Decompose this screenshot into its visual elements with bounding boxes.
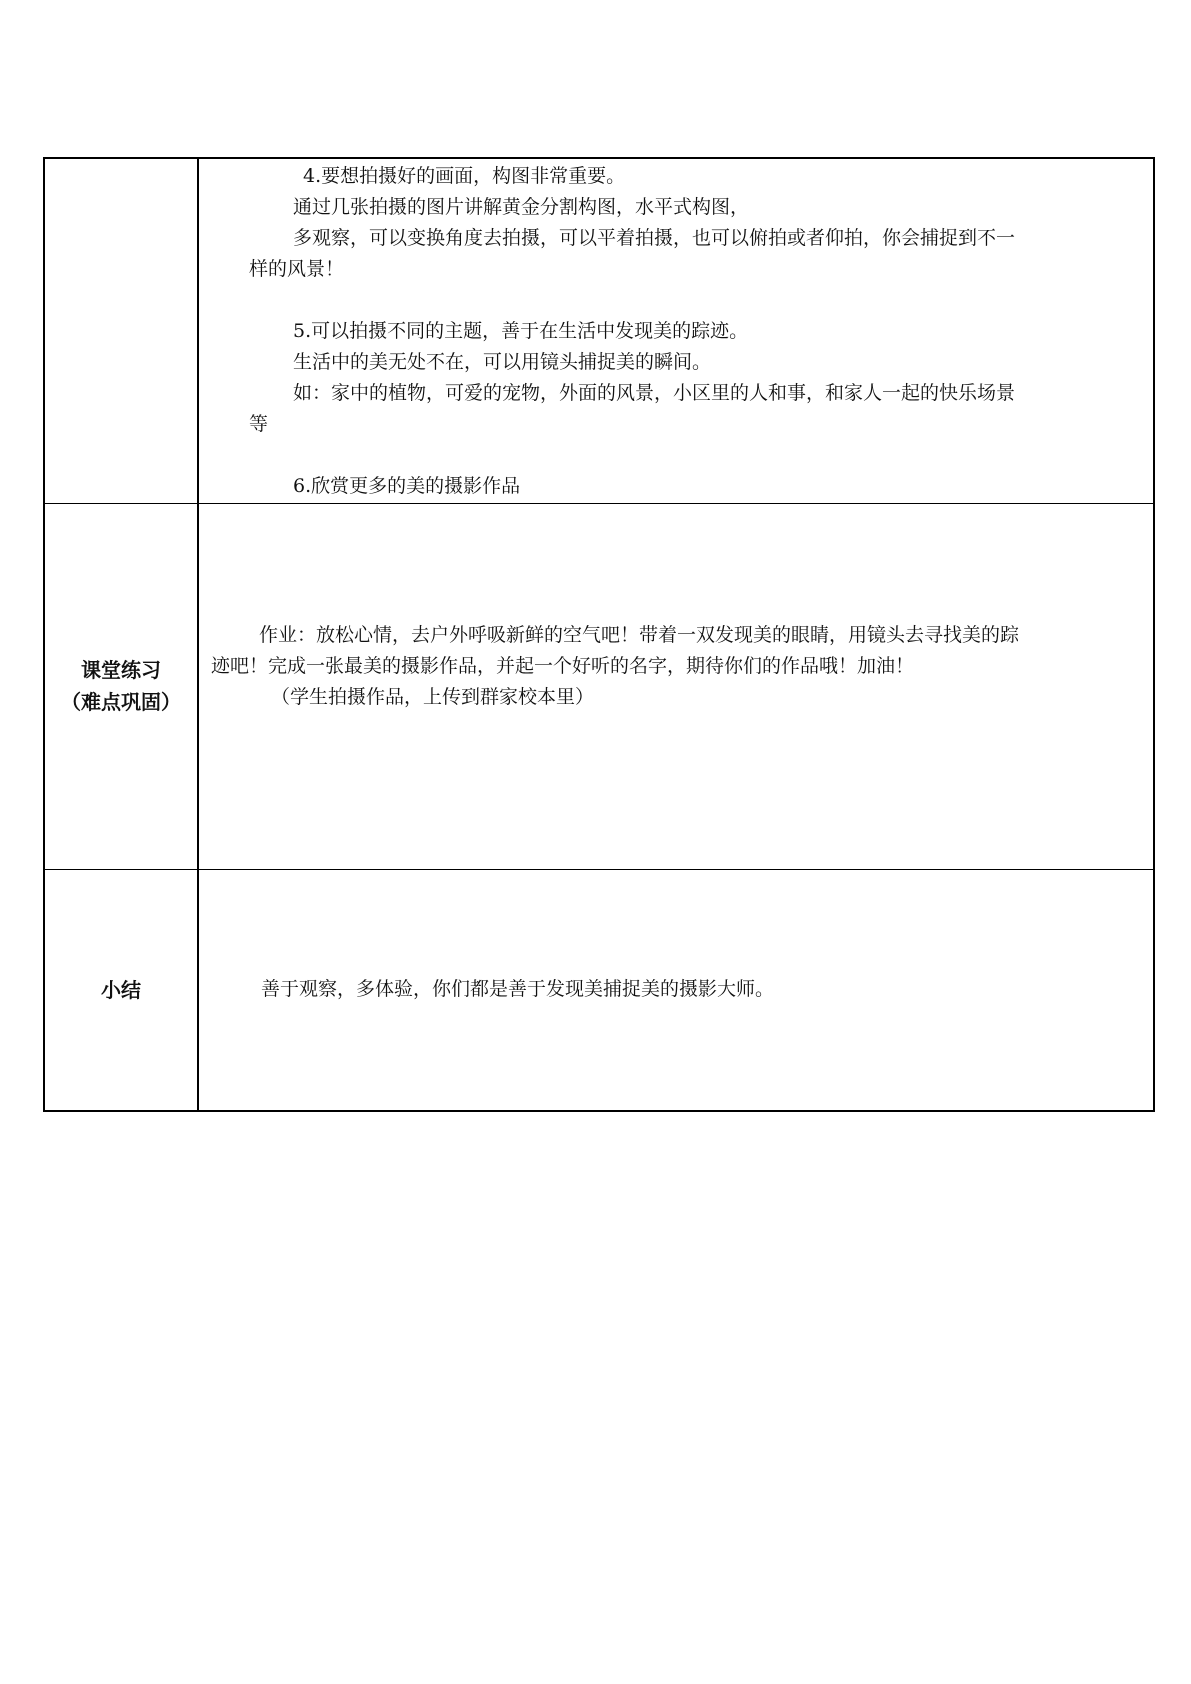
row-label-empty [44,158,198,503]
homework-note: （学生拍摄作品，上传到群家校本里） [271,685,595,708]
step-4-detail-2: 多观察，可以变换角度去拍摄，可以平着拍摄，也可以俯拍或者仰拍，你会捕捉到不一 [293,227,1016,249]
table-row [44,158,1154,503]
table-row [44,869,1154,1111]
homework-line-2: 迹吧！完成一张最美的摄影作品，并起一个好听的名字，期待你们的作品哦！加油！ [211,654,915,677]
table-row [44,503,1154,869]
step-6-heading: 6.欣赏更多的美的摄影作品 [293,475,521,497]
row-label-summary: 小结 [44,869,198,1111]
content-cell-homework [198,503,1154,869]
lesson-plan-table [43,157,1155,1112]
step-4-detail-2-cont: 样的风景！ [249,258,345,280]
summary-text: 善于观察，多体验，你们都是善于发现美捕捉美的摄影大师。 [261,978,775,1000]
row-label-classroom-practice [44,503,198,869]
step-4-detail-1: 通过几张拍摄的图片讲解黄金分割构图，水平式构图， [293,196,750,218]
step-5-detail-2-cont: 等 [249,413,269,435]
step-5-heading: 5.可以拍摄不同的主题，善于在生活中发现美的踪迹。 [293,320,749,342]
step-4-heading: 4.要想拍摄好的画面，构图非常重要。 [303,165,626,187]
label-line-1: 课堂练习 [81,658,161,682]
content-cell-summary [198,869,1154,1111]
step-5-detail-1: 生活中的美无处不在，可以用镜头捕捉美的瞬间。 [293,351,712,373]
homework-line-1: 作业：放松心情，去户外呼吸新鲜的空气吧！带着一双发现美的眼睛，用镜头去寻找美的踪 [259,623,1020,646]
label-line-2: （难点巩固） [61,690,181,714]
step-5-detail-2: 如：家中的植物，可爱的宠物，外面的风景，小区里的人和事，和家人一起的快乐场景 [293,382,1016,404]
content-cell-teaching-steps [198,158,1154,503]
